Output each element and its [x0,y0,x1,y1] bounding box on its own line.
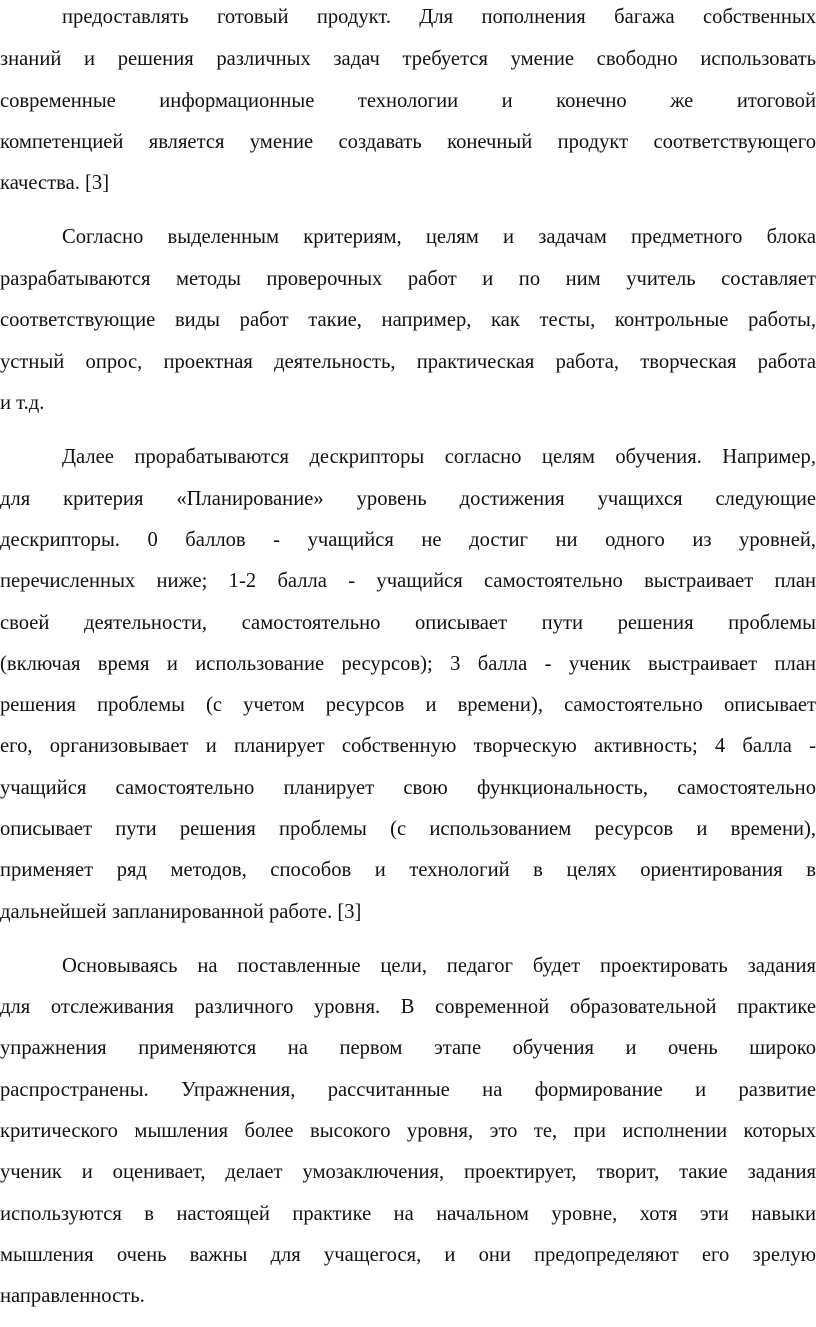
text-line: используются в настоящей практике на начальном уровне, хотя эти навыки [0,1203,816,1225]
text-line: перечисленных ниже; 1-2 балла - учащийся самостоятельно выстраивает план [0,570,816,592]
text-line: своей деятельности, самостоятельно описывает пути решения проблемы [0,612,816,634]
text-line: Основываясь на поставленные цели, педагог будет проектировать задания [62,955,816,977]
text-line: устный опрос, проектная деятельность, практическая работа, творческая работа [0,351,816,373]
text-line: применяет ряд методов, способов и технологий в целях ориентирования в [0,859,816,881]
text-line: соответствующие виды работ такие, например, как тесты, контрольные работы, [0,309,816,331]
text-line: современные информационные технологии и конечно же итоговой [0,90,816,112]
text-line: знаний и решения различных задач требуется умение свободно использовать [0,48,816,70]
text-line: решения проблемы (с учетом ресурсов и времени), самостоятельно описывает [0,694,816,716]
text-line: описывает пути решения проблемы (с использованием ресурсов и времени), [0,818,816,840]
text-line: дальнейшей запланированной работе. [3] [0,901,362,923]
text-line: (включая время и использование ресурсов); 3 балла - ученик выстраивает план [0,653,816,675]
text-line: дескрипторы. 0 баллов - учащийся не достиг ни одного из уровней, [0,529,816,551]
text-line: учащийся самостоятельно планирует свою функциональность, самостоятельно [0,777,816,799]
text-line: и т.д. [0,392,45,414]
text-line: качества. [3] [0,172,110,194]
text-line: распространены. Упражнения, рассчитанные на формирование и развитие [0,1079,816,1101]
text-line: мышления очень важны для учащегося, и они предопределяют его зрелую [0,1244,816,1266]
text-line: направленность. [0,1285,145,1307]
text-line: его, организовывает и планирует собственную творческую активность; 4 балла - [0,735,816,757]
text-line: для критерия «Планирование» уровень достижения учащихся следующие [0,488,816,510]
text-line: разрабатываются методы проверочных работ и по ним учитель составляет [0,268,816,290]
text-line: для отслеживания различного уровня. В современной образовательной практике [0,996,816,1018]
text-line: критического мышления более высокого уровня, это те, при исполнении которых [0,1120,816,1142]
text-line: компетенцией является умение создавать конечный продукт соответствующего [0,131,816,153]
text-line: Согласно выделенным критериям, целям и задачам предметного блока [62,226,816,248]
text-line: ученик и оценивает, делает умозаключения, проектирует, творит, такие задания [0,1161,816,1183]
text-line: упражнения применяются на первом этапе обучения и очень широко [0,1037,816,1059]
text-line: предоставлять готовый продукт. Для пополнения багажа собственных [62,6,816,28]
text-line: Далее прорабатываются дескрипторы согласно целям обучения. Например, [62,446,816,468]
